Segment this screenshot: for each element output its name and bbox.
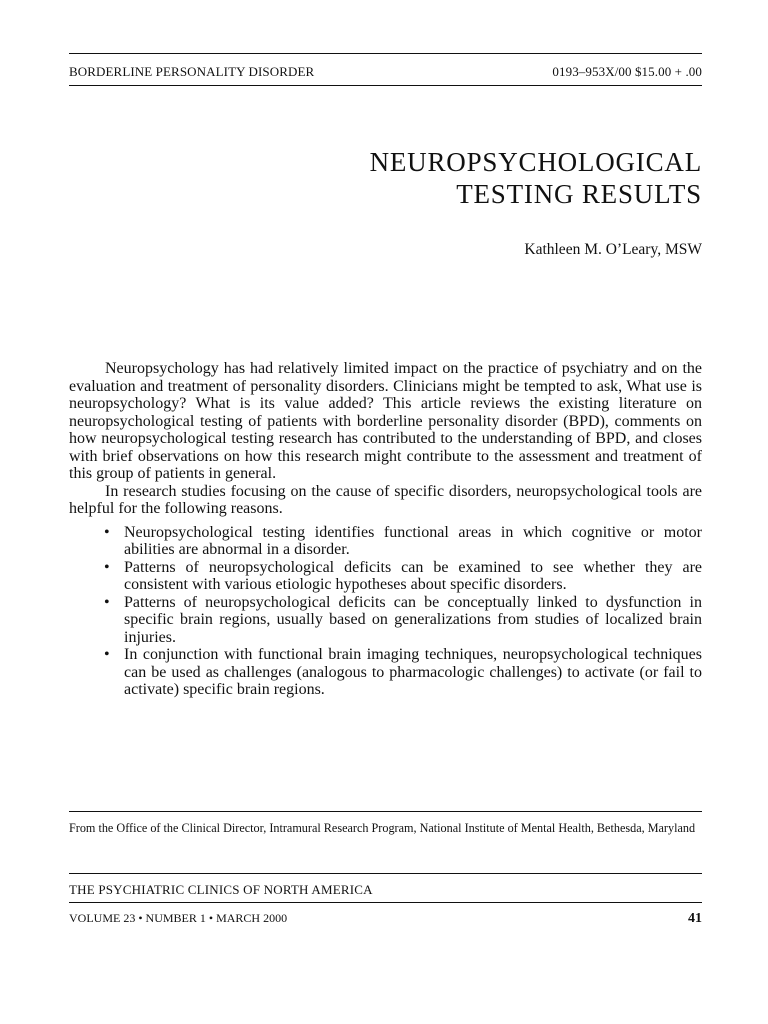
running-head [69,64,702,80]
footnote-rule [69,811,702,812]
list-item [104,558,702,594]
journal-bottom-rule [69,902,702,903]
journal-top-rule [69,873,702,874]
journal-name: THE PSYCHIATRIC CLINICS OF NORTH AMERICA [69,882,373,897]
bullet-marker: • [104,558,110,576]
running-head-rule [69,85,702,86]
list-item [104,523,702,559]
paragraph-intro: Neuropsychology has had relatively limited impact on the practice of psychiatry and on the evaluation and treatment of personality disorders. Clinicians might be tempted to ask, What use is neuropsychology? What is its value added? This article reviews the existing literature on neuropsychological testing of patients with borderline personality disorder (BPD), comments on how neuropsychological testing research has contributed to the understanding of BPD, and closes with brief observations on how this research might contribute to the assessment and treatment of this group of patients in general. [69,360,702,482]
top-rule [69,53,702,54]
author-byline: Kathleen M. O’Leary, MSW [524,241,702,258]
bullet-marker: • [104,523,110,541]
title-line-1: NEUROPSYCHOLOGICAL [369,147,702,177]
issue-line [69,911,702,927]
running-head-left: BORDERLINE PERSONALITY DISORDER [69,64,315,79]
bullet-marker: • [104,593,110,611]
list-item-text: Patterns of neuropsychological deficits can be conceptually linked to dysfunction in specific brain regions, usually based on generalizations from studies of localized brain injuries. [124,593,702,646]
list-item [104,646,702,699]
article-title [69,146,702,210]
list-item [104,593,702,647]
bullet-marker: • [104,646,110,663]
list-item-text: Patterns of neuropsychological deficits can be examined to see whether they are consistent with various etiologic hypotheses about specific disorders. [124,558,702,593]
title-line-2: TESTING RESULTS [456,179,702,209]
article-page [69,0,702,1024]
page-number: 41 [688,911,702,926]
reasons-list [69,524,702,699]
affiliation-footnote: From the Office of the Clinical Director, Intramural Research Program, National Institute of Mental Health, Bethesda, Maryland [69,821,696,835]
list-item-text: Neuropsychological testing identifies functional areas in which cognitive or motor abilities are abnormal in a disorder. [124,523,702,558]
list-item-text: In conjunction with functional brain imaging techniques, neuropsychological techniques can be used as challenges (analogous to pharmacologic challenges) to activate (or fail to activate) specific brain regions. [124,646,702,698]
running-head-right: 0193–953X/00 $15.00 + .00 [552,64,702,79]
paragraph-reasons: In research studies focusing on the cause of specific disorders, neuropsychological tools are helpful for the following reasons. [69,482,702,517]
volume-info: VOLUME 23 • NUMBER 1 • MARCH 2000 [69,911,288,925]
article-body [69,360,702,699]
